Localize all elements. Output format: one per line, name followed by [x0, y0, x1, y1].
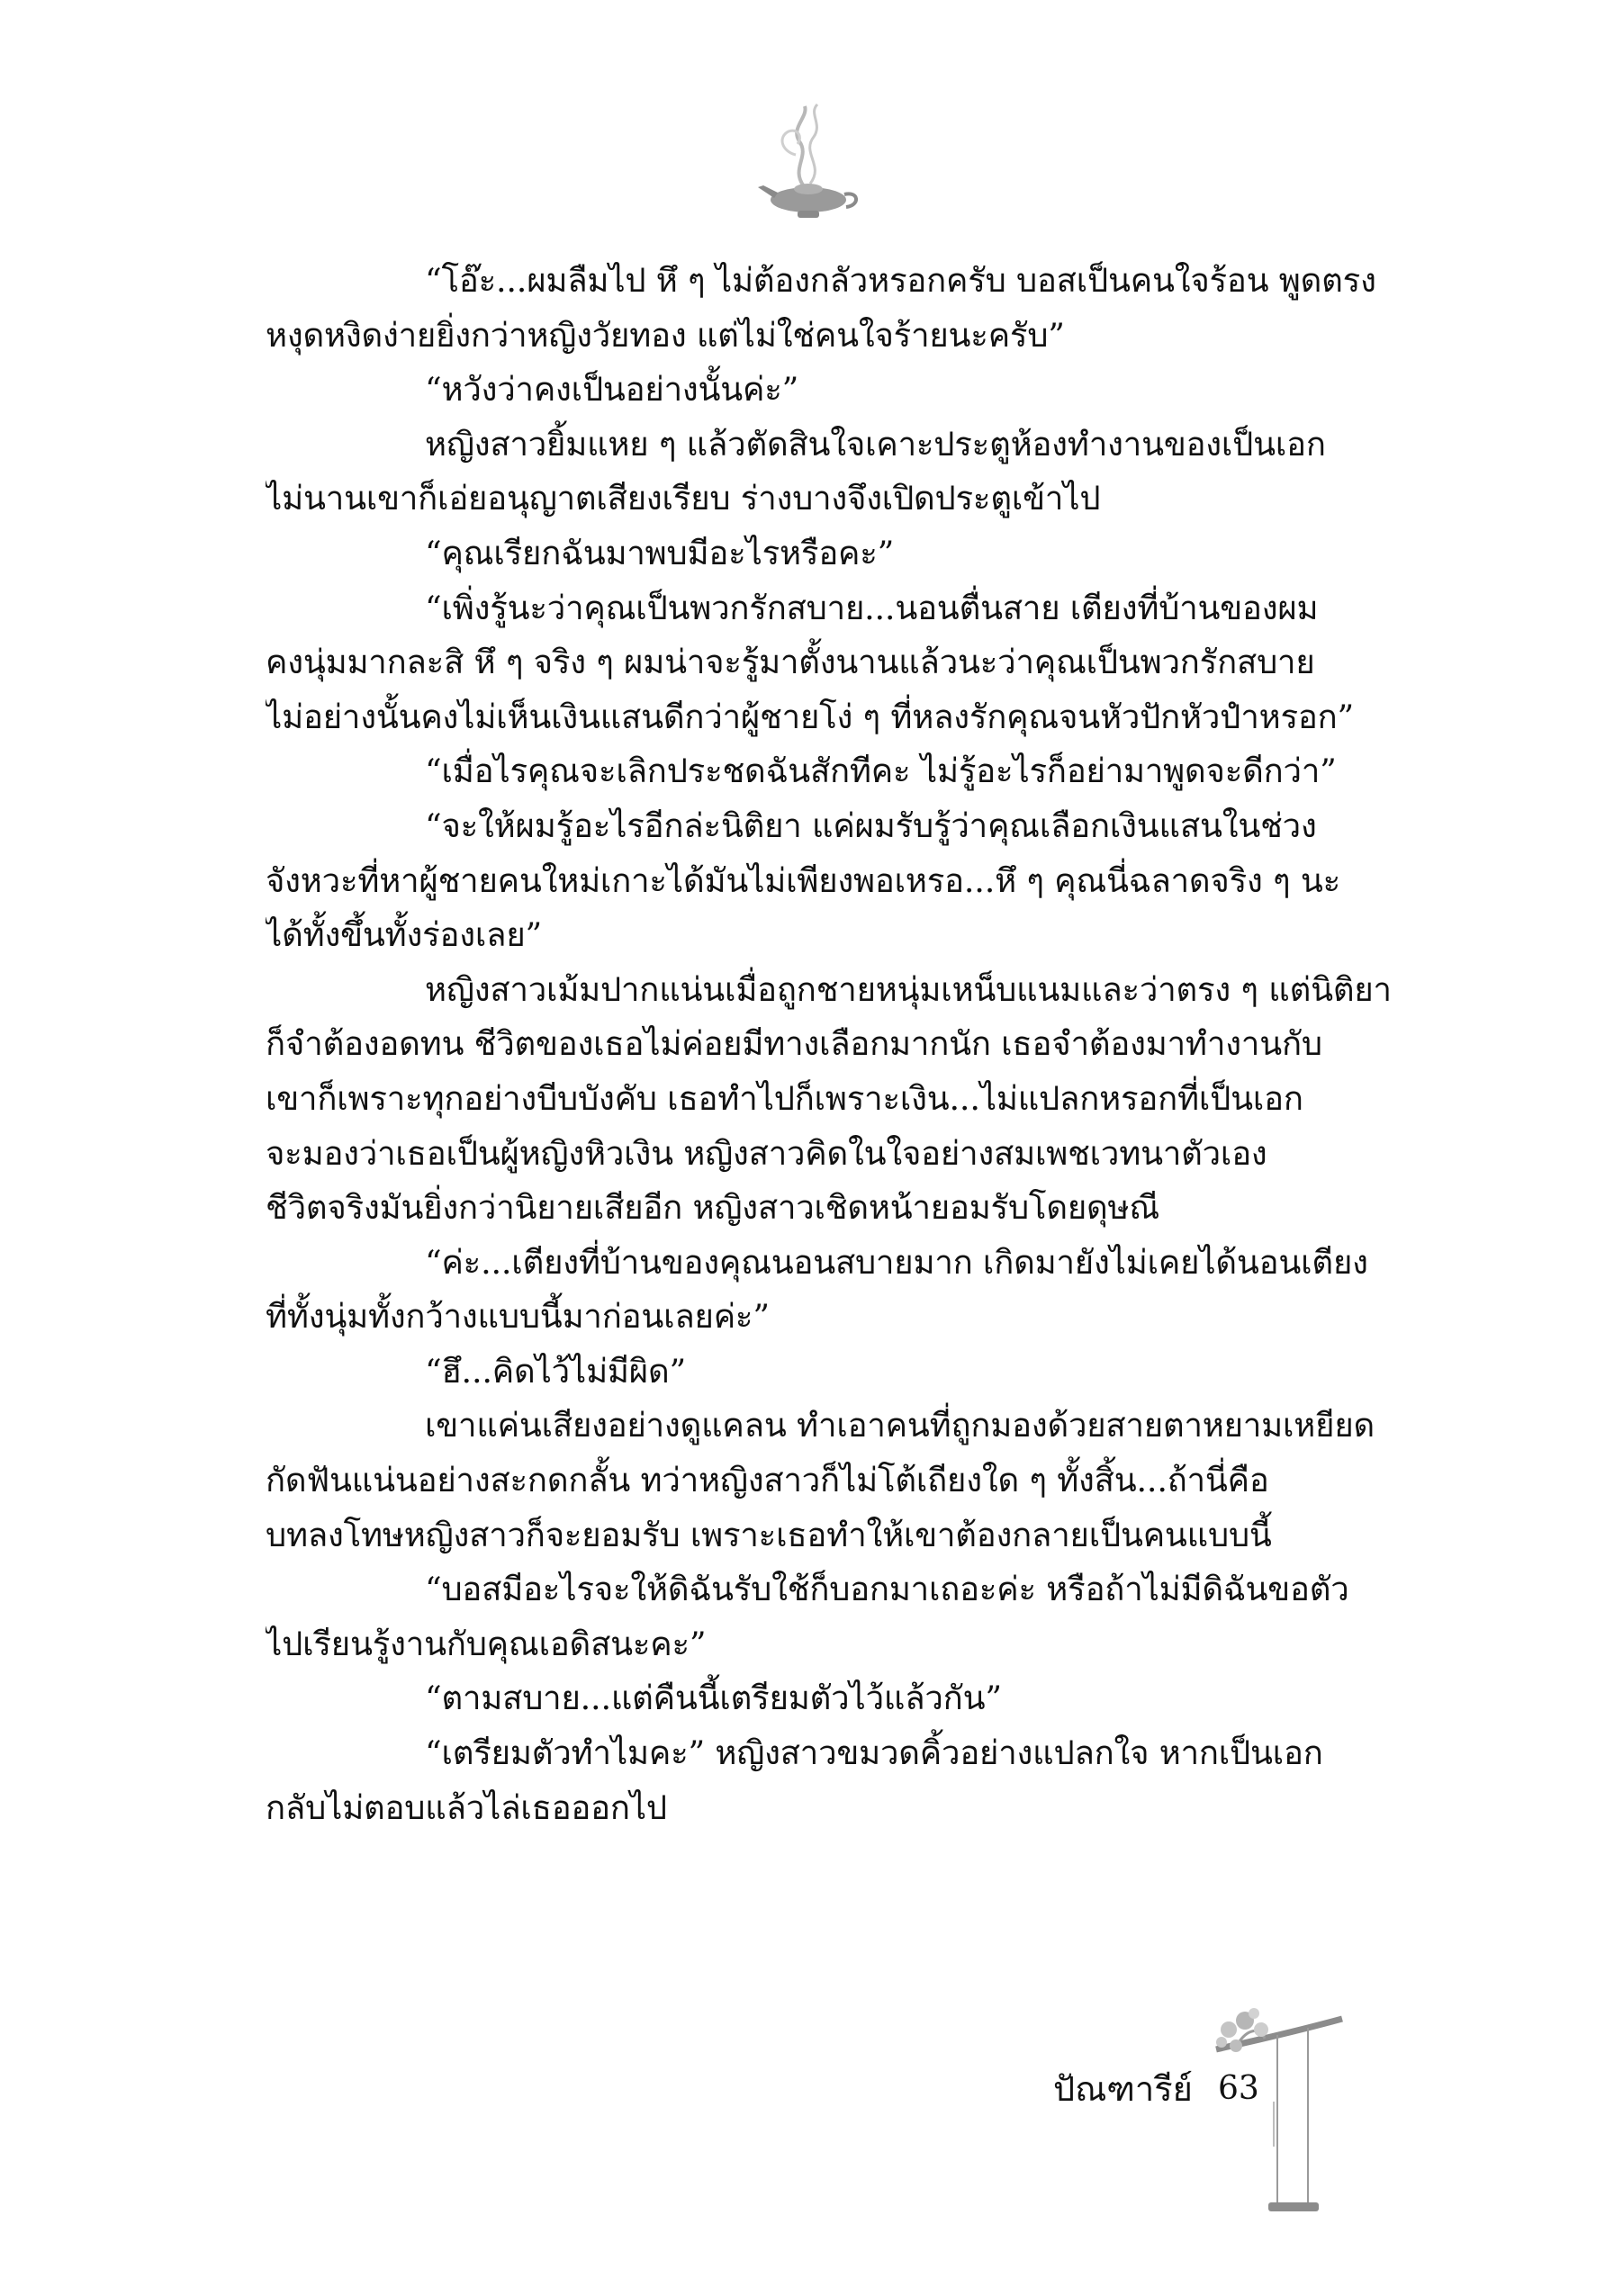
text-line: หงุดหงิดง่ายยิ่งกว่าหญิงวัยทอง แต่ไม่ใช่คนใจร้ายนะครับ” — [266, 315, 1065, 355]
text-line: ไปเรียนรู้งานกับคุณเอดิสนะคะ” — [266, 1624, 707, 1663]
text-line: “ตามสบาย...แต่คืนนี้เตรียมตัวไว้แล้วกัน” — [425, 1679, 1002, 1718]
text-line: ไม่นานเขาก็เอ่ยอนุญาตเสียงเรียบ ร่างบางจึงเปิดประตูเข้าไป — [266, 479, 1101, 518]
text-line: ได้ทั้งขึ้นทั้งร่องเลย” — [266, 915, 542, 955]
text-line: “บอสมีอะไรจะให้ดิฉันรับใช้ก็บอกมาเถอะค่ะ หรือถ้าไม่มีดิฉันขอตัว — [425, 1570, 1349, 1609]
text-line: “เตรียมตัวทำไมคะ” หญิงสาวขมวดคิ้วอย่างแปลกใจ หากเป็นเอก — [425, 1733, 1323, 1773]
text-line: ที่ทั้งนุ่มทั้งกว้างแบบนี้มาก่อนเลยค่ะ” — [266, 1297, 770, 1337]
magic-lamp-icon — [754, 101, 862, 227]
text-line: กัดฟันแน่นอย่างสะกดกลั้น ทว่าหญิงสาวก็ไม่โต้เถียงใด ๆ ทั้งสิ้น...ถ้านี่คือ — [266, 1461, 1269, 1500]
text-line: จังหวะที่หาผู้ชายคนใหม่เกาะได้มันไม่เพียงพอเหรอ...หึ ๆ คุณนี่ฉลาดจริง ๆ นะ — [266, 860, 1341, 900]
text-line: “คุณเรียกฉันมาพบมีอะไรหรือคะ” — [425, 533, 895, 572]
text-line: “จะให้ผมรู้อะไรอีกล่ะนิติยา แค่ผมรับรู้ว่าคุณเลือกเงินแสนในช่วง — [425, 806, 1317, 845]
text-line: “ค่ะ...เตียงที่บ้านของคุณนอนสบายมาก เกิดมายังไม่เคยได้นอนเตียง — [425, 1242, 1368, 1282]
text-line: ก็จำต้องอดทน ชีวิตของเธอไม่ค่อยมีทางเลือกมากนัก เธอจำต้องมาทำงานกับ — [266, 1024, 1322, 1064]
page-number: 63 — [1217, 2069, 1259, 2107]
text-line: เขาก็เพราะทุกอย่างบีบบังคับ เธอทำไปก็เพราะเงิน...ไม่แปลกหรอกที่เป็นเอก — [266, 1078, 1303, 1118]
text-line: คงนุ่มมากละสิ หึ ๆ จริง ๆ ผมน่าจะรู้มาตั้งนานแล้วนะว่าคุณเป็นพวกรักสบาย — [266, 643, 1315, 682]
text-line: “เพิ่งรู้นะว่าคุณเป็นพวกรักสบาย...นอนตื่นสาย เตียงที่บ้านของผม — [425, 588, 1319, 627]
text-line: กลับไม่ตอบแล้วไล่เธอออกไป — [266, 1787, 667, 1827]
text-line: ไม่อย่างนั้นคงไม่เห็นเงินแสนดีกว่าผู้ชายโง่ ๆ ที่หลงรักคุณจนหัวปักหัวปำหรอก” — [266, 697, 1354, 736]
running-title: ปัณฑารีย์ — [1053, 2068, 1193, 2109]
text-line: “ฮึ...คิดไว้ไม่มีผิด” — [425, 1351, 686, 1391]
text-line: บทลงโทษหญิงสาวก็จะยอมรับ เพราะเธอทำให้เขาต้องกลายเป็นคนแบบนี้ — [266, 1515, 1272, 1554]
body-text — [266, 254, 1395, 1835]
text-line: “เมื่อไรคุณจะเลิกประชดฉันสักทีคะ ไม่รู้อะไรก็อย่ามาพูดจะดีกว่า” — [425, 752, 1337, 791]
text-line: “หวังว่าคงเป็นอย่างนั้นค่ะ” — [425, 370, 799, 410]
text-line: จะมองว่าเธอเป็นผู้หญิงหิวเงิน หญิงสาวคิดในใจอย่างสมเพชเวทนาตัวเอง — [266, 1133, 1267, 1173]
tree-swing-icon — [1211, 2003, 1346, 2246]
text-line: หญิงสาวเม้มปากแน่นเมื่อถูกชายหนุ่มเหน็บแนมและว่าตรง ๆ แต่นิติยา — [425, 969, 1392, 1009]
text-line: เขาแค่นเสียงอย่างดูแคลน ทำเอาคนที่ถูกมองด้วยสายตาหยามเหยียด — [425, 1406, 1375, 1445]
text-line: “โอ๊ะ...ผมลืมไป หึ ๆ ไม่ต้องกลัวหรอกครับ บอสเป็นคนใจร้อน พูดตรง — [425, 261, 1376, 300]
text-line: ชีวิตจริงมันยิ่งกว่านิยายเสียอีก หญิงสาวเชิดหน้ายอมรับโดยดุษณี — [266, 1188, 1160, 1228]
text-line: หญิงสาวยิ้มแหย ๆ แล้วตัดสินใจเคาะประตูห้องทำงานของเป็นเอก — [425, 424, 1326, 464]
